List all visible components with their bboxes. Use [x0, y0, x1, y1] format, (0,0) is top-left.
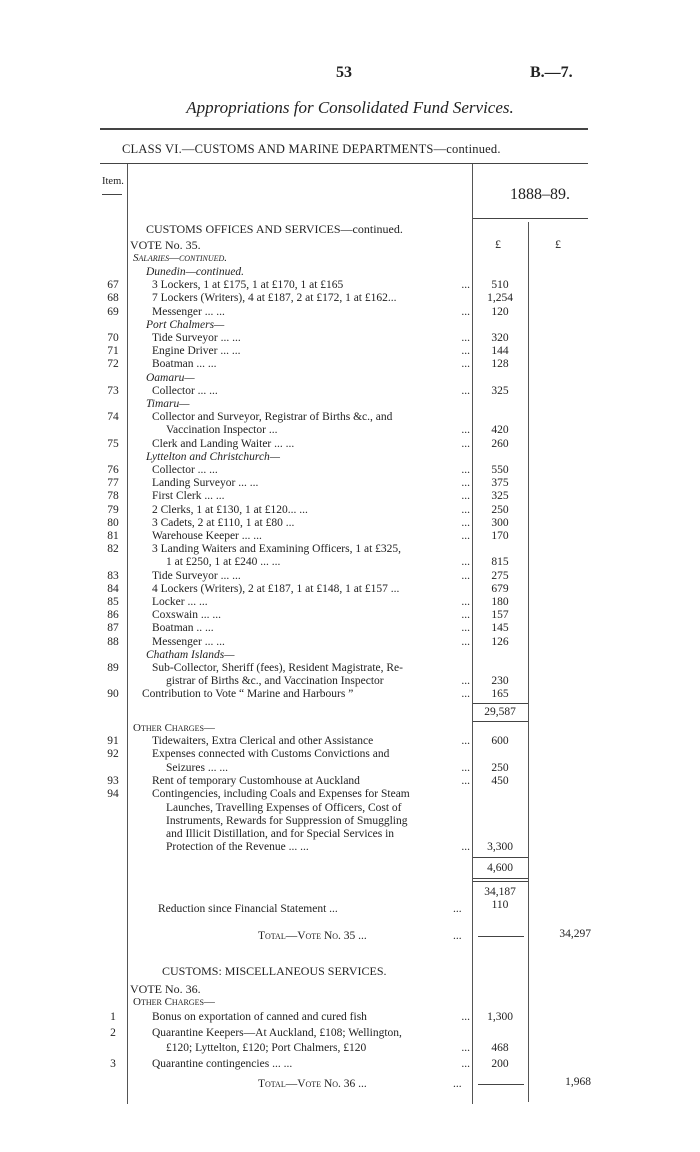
- leader-dots: ...: [461, 569, 470, 582]
- other-charges-heading: Other Charges—: [133, 722, 215, 734]
- table-row: [0, 345, 700, 357]
- item-amount: 144: [491, 345, 509, 358]
- item-description: 3 Cadets, 2 at £110, 1 at £80 ...: [152, 516, 295, 529]
- item-amount: 145: [491, 622, 509, 635]
- item-amount: 325: [491, 384, 509, 397]
- table-row: [0, 775, 700, 787]
- item-number: 77: [107, 477, 119, 490]
- table-row: [0, 841, 700, 853]
- table-row: [0, 1058, 700, 1070]
- item-amount: 815: [491, 556, 509, 569]
- item-description: Sub-Collector, Sheriff (fees), Resident Magistrate, Re-: [152, 662, 403, 674]
- item-description: Port Chalmers—: [146, 318, 225, 331]
- table-row: [0, 398, 700, 410]
- item-description: Chatham Islands—: [146, 648, 235, 661]
- table-row: [0, 490, 700, 502]
- table-row: [0, 477, 700, 489]
- item-amount: 180: [491, 596, 509, 608]
- item-description: Boatman ... ...: [152, 358, 217, 371]
- item-description: Clerk and Landing Waiter ... ...: [152, 437, 295, 450]
- class-heading: CLASS VI.—CUSTOMS AND MARINE DEPARTMENTS—continued.: [122, 142, 501, 156]
- item-header-rule: [102, 194, 122, 195]
- currency-symbol-right: £: [555, 237, 561, 251]
- item-description: Collector and Surveyor, Registrar of Births &c., and: [152, 411, 393, 424]
- table-row: [0, 543, 700, 555]
- item-amount: 325: [491, 490, 509, 503]
- item-number: 84: [107, 582, 119, 595]
- item-description: Expenses connected with Customs Convictions and: [152, 748, 390, 761]
- leader-dots: ...: [461, 305, 470, 318]
- table-row: [0, 622, 700, 634]
- item-description: and Illicit Distillation, and for Special Services in: [166, 828, 395, 841]
- item-description: Quarantine contingencies ... ...: [152, 1057, 293, 1070]
- item-description: Tidewaiters, Extra Clerical and other Assistance: [152, 735, 374, 747]
- leader-dots: ...: [461, 556, 470, 569]
- table-row: [0, 517, 700, 529]
- leader-dots: ...: [461, 345, 470, 358]
- item-column-header: Item.: [102, 176, 124, 187]
- table-row: [0, 266, 700, 278]
- table-row: [0, 788, 700, 800]
- leader-dots: ...: [461, 635, 470, 648]
- leader-dots: ...: [461, 622, 470, 635]
- item-number: 91: [107, 735, 119, 747]
- table-row: [0, 662, 700, 674]
- other-subtotal-rule-top: [473, 857, 528, 858]
- leader-dots: ...: [461, 437, 470, 450]
- item-description: Dunedin—continued.: [146, 266, 245, 278]
- item-description: Messenger ... ...: [152, 635, 225, 648]
- title-rule: [100, 128, 588, 130]
- item-amount: 200: [491, 1057, 509, 1070]
- total-vote-36-label: Total—Vote No. 36 ...: [258, 1078, 367, 1090]
- year-header: 1888–89.: [510, 186, 570, 203]
- item-amount: 126: [491, 635, 509, 648]
- page-reference: B.—7.: [530, 64, 573, 81]
- item-description: 3 Landing Waiters and Examining Officers, 1 at £325,: [152, 543, 402, 556]
- item-number: 69: [107, 305, 119, 318]
- item-description: 7 Lockers (Writers), 4 at £187, 2 at £172, 1 at £162...: [152, 292, 397, 305]
- table-row: [0, 570, 700, 582]
- item-description: Tide Surveyor ... ...: [152, 332, 241, 344]
- item-description: Seizures ... ...: [166, 761, 228, 774]
- item-amount: 420: [491, 424, 509, 437]
- leader-dots: ...: [461, 279, 470, 292]
- leader-dots: ...: [461, 516, 470, 529]
- section-title-customs-misc: CUSTOMS: MISCELLANEOUS SERVICES.: [162, 964, 387, 978]
- other-charges-heading-36: Other Charges—: [133, 996, 215, 1008]
- item-amount: 1,300: [487, 1011, 513, 1023]
- item-number: 93: [107, 774, 119, 787]
- item-number: 92: [107, 748, 119, 761]
- item-amount: 120: [491, 305, 509, 318]
- item-amount: 250: [491, 761, 509, 774]
- table-row: [0, 464, 700, 476]
- table-row: [0, 556, 700, 568]
- item-description: Tide Surveyor ... ...: [152, 569, 241, 582]
- total-36-dash: [478, 1084, 524, 1085]
- item-amount: 230: [491, 675, 509, 688]
- item-number: 3: [110, 1057, 116, 1070]
- item-description: Instruments, Rewards for Suppression of Smuggling: [166, 814, 408, 827]
- item-number: 87: [107, 622, 119, 635]
- table-row: [0, 675, 700, 687]
- item-amount: 375: [491, 477, 509, 490]
- item-number: 70: [107, 332, 119, 344]
- reduction-dots: ...: [453, 903, 462, 915]
- table-row: [0, 385, 700, 397]
- table-row: [0, 292, 700, 304]
- double-rule: [473, 881, 528, 882]
- item-description: First Clerk ... ...: [152, 490, 225, 503]
- item-description: Timaru—: [146, 398, 190, 410]
- item-description: Oamaru—: [146, 371, 195, 384]
- leader-dots: ...: [461, 530, 470, 542]
- item-number: 85: [107, 596, 119, 608]
- item-amount: 300: [491, 516, 509, 529]
- subtotal-rule-top: [473, 703, 528, 704]
- item-number: 78: [107, 490, 119, 503]
- item-amount: 1,254: [487, 292, 513, 305]
- table-row: [0, 372, 700, 384]
- table-row: [0, 306, 700, 318]
- leader-dots: ...: [461, 688, 470, 701]
- item-description: Vaccination Inspector ...: [166, 424, 278, 437]
- item-description: Protection of the Revenue ... ...: [166, 841, 309, 854]
- item-description: Contingencies, including Coals and Expenses for Steam: [152, 788, 410, 801]
- item-amount: 260: [491, 437, 509, 450]
- leader-dots: ...: [461, 1057, 470, 1070]
- leader-dots: ...: [461, 735, 470, 747]
- leader-dots: ...: [461, 761, 470, 774]
- page-title: Appropriations for Consolidated Fund Services.: [186, 98, 514, 117]
- item-number: 73: [107, 384, 119, 397]
- item-amount: 600: [491, 735, 509, 747]
- table-row: [0, 1027, 700, 1039]
- item-number: 80: [107, 516, 119, 529]
- table-row: [0, 438, 700, 450]
- table-row: [0, 1042, 700, 1054]
- subtotal-other-charges: 4,600: [487, 862, 513, 874]
- item-description: Landing Surveyor ... ...: [152, 477, 259, 490]
- reduction-label: Reduction since Financial Statement ...: [158, 903, 338, 915]
- vote-36-heading: VOTE No. 36.: [130, 982, 201, 996]
- table-row: [0, 596, 700, 608]
- item-description: 3 Lockers, 1 at £175, 1 at £170, 1 at £165: [152, 279, 344, 292]
- table-row: [0, 762, 700, 774]
- item-amount: 468: [491, 1042, 509, 1054]
- item-description: 2 Clerks, 1 at £130, 1 at £120... ...: [152, 503, 308, 516]
- item-amount: 679: [491, 582, 509, 595]
- item-amount: 128: [491, 358, 509, 371]
- item-description: £120; Lyttelton, £120; Port Chalmers, £120: [166, 1042, 367, 1054]
- item-amount: 550: [491, 464, 509, 476]
- reduction-amount: 110: [491, 899, 509, 911]
- item-number: 81: [107, 530, 119, 542]
- year-rule: [473, 218, 588, 219]
- item-number: 82: [107, 543, 119, 556]
- item-number: 89: [107, 662, 119, 674]
- section-title-customs-offices: CUSTOMS OFFICES AND SERVICES—continued.: [146, 222, 403, 236]
- item-description: Lyttelton and Christchurch—: [146, 450, 281, 463]
- item-description: Collector ... ...: [152, 464, 218, 476]
- item-description: 1 at £250, 1 at £240 ... ...: [166, 556, 281, 569]
- page-number: 53: [336, 64, 352, 81]
- leader-dots: ...: [461, 332, 470, 344]
- item-description: Bonus on exportation of canned and cured fish: [152, 1011, 367, 1023]
- item-description: Warehouse Keeper ... ...: [152, 530, 262, 542]
- item-number: 86: [107, 609, 119, 622]
- table-row: [0, 688, 700, 700]
- table-row: [0, 358, 700, 370]
- table-row: [0, 815, 700, 827]
- table-row: [0, 1011, 700, 1023]
- item-number: 88: [107, 635, 119, 648]
- table-row: [0, 504, 700, 516]
- item-number: 90: [107, 688, 119, 701]
- item-amount: 320: [491, 332, 509, 344]
- item-description: Contribution to Vote “ Marine and Harbours ”: [142, 688, 354, 701]
- item-amount: 250: [491, 503, 509, 516]
- leader-dots: ...: [461, 384, 470, 397]
- item-number: 83: [107, 569, 119, 582]
- item-number: 1: [110, 1011, 116, 1023]
- item-description: Launches, Travelling Expenses of Officers, Cost of: [166, 801, 402, 814]
- item-amount: 170: [491, 530, 509, 542]
- item-number: 67: [107, 279, 119, 292]
- total-35-dash: [478, 936, 524, 937]
- item-description: Messenger ... ...: [152, 305, 225, 318]
- total-vote-36-dots: ...: [453, 1078, 462, 1090]
- leader-dots: ...: [461, 503, 470, 516]
- item-description: Engine Driver ... ...: [152, 345, 241, 358]
- item-number: 79: [107, 503, 119, 516]
- item-amount: 275: [491, 569, 509, 582]
- table-row: [0, 424, 700, 436]
- leader-dots: ...: [461, 1042, 470, 1054]
- leader-dots: ...: [461, 490, 470, 503]
- other-subtotal-rule-bottom: [473, 878, 528, 879]
- leader-dots: ...: [461, 477, 470, 490]
- leader-dots: ...: [461, 841, 470, 854]
- item-number: 68: [107, 292, 119, 305]
- total-vote-35-amount: 34,297: [559, 928, 591, 940]
- table-row: [0, 748, 700, 760]
- item-description: Coxswain ... ...: [152, 609, 221, 622]
- heading-rule: [100, 163, 588, 164]
- leader-dots: ...: [461, 358, 470, 371]
- table-row: [0, 649, 700, 661]
- item-amount: 165: [491, 688, 509, 701]
- leader-dots: ...: [461, 596, 470, 608]
- table-row: [0, 451, 700, 463]
- table-row: [0, 332, 700, 344]
- item-description: Quarantine Keepers—At Auckland, £108; Wellington,: [152, 1026, 402, 1039]
- subtotal-salaries: 29,587: [484, 706, 516, 718]
- table-row: [0, 530, 700, 542]
- item-description: Boatman .. ...: [152, 622, 214, 635]
- table-row: [0, 411, 700, 423]
- item-number: 75: [107, 437, 119, 450]
- leader-dots: ...: [461, 424, 470, 437]
- leader-dots: ...: [461, 675, 470, 688]
- leader-dots: ...: [461, 464, 470, 476]
- item-description: Collector ... ...: [152, 384, 218, 397]
- table-row: [0, 636, 700, 648]
- table-row: [0, 609, 700, 621]
- table-row: [0, 802, 700, 814]
- table-row: [0, 828, 700, 840]
- sum-before-reduction: 34,187: [484, 886, 516, 898]
- item-number: 72: [107, 358, 119, 371]
- item-amount: 510: [491, 279, 509, 292]
- item-number: 2: [110, 1026, 116, 1039]
- table-row: [0, 319, 700, 331]
- leader-dots: ...: [461, 609, 470, 622]
- total-vote-35-label: Total—Vote No. 35 ...: [258, 930, 367, 942]
- item-number: 74: [107, 411, 119, 424]
- leader-dots: ...: [461, 774, 470, 787]
- subtotal-rule-bottom: [473, 721, 528, 722]
- leader-dots: ...: [461, 1011, 470, 1023]
- item-number: 71: [107, 345, 119, 358]
- vote-35-heading: VOTE No. 35.: [130, 238, 201, 252]
- item-description: Locker ... ...: [152, 596, 208, 608]
- item-amount: 157: [491, 609, 509, 622]
- item-description: gistrar of Births &c., and Vaccination Inspector: [166, 675, 384, 688]
- table-row: [0, 583, 700, 595]
- item-description: 4 Lockers (Writers), 2 at £187, 1 at £148, 1 at £157 ...: [152, 582, 400, 595]
- currency-symbol-left: £: [495, 237, 501, 251]
- item-number: 76: [107, 464, 119, 476]
- item-description: Rent of temporary Customhouse at Auckland: [152, 774, 360, 787]
- item-amount: 450: [491, 774, 509, 787]
- salaries-heading: Salaries—continued.: [133, 252, 228, 264]
- total-vote-36-amount: 1,968: [565, 1076, 591, 1088]
- item-amount: 3,300: [487, 841, 513, 854]
- total-vote-35-dots: ...: [453, 930, 462, 942]
- item-number: 94: [107, 788, 119, 801]
- table-row: [0, 735, 700, 747]
- table-row: [0, 279, 700, 291]
